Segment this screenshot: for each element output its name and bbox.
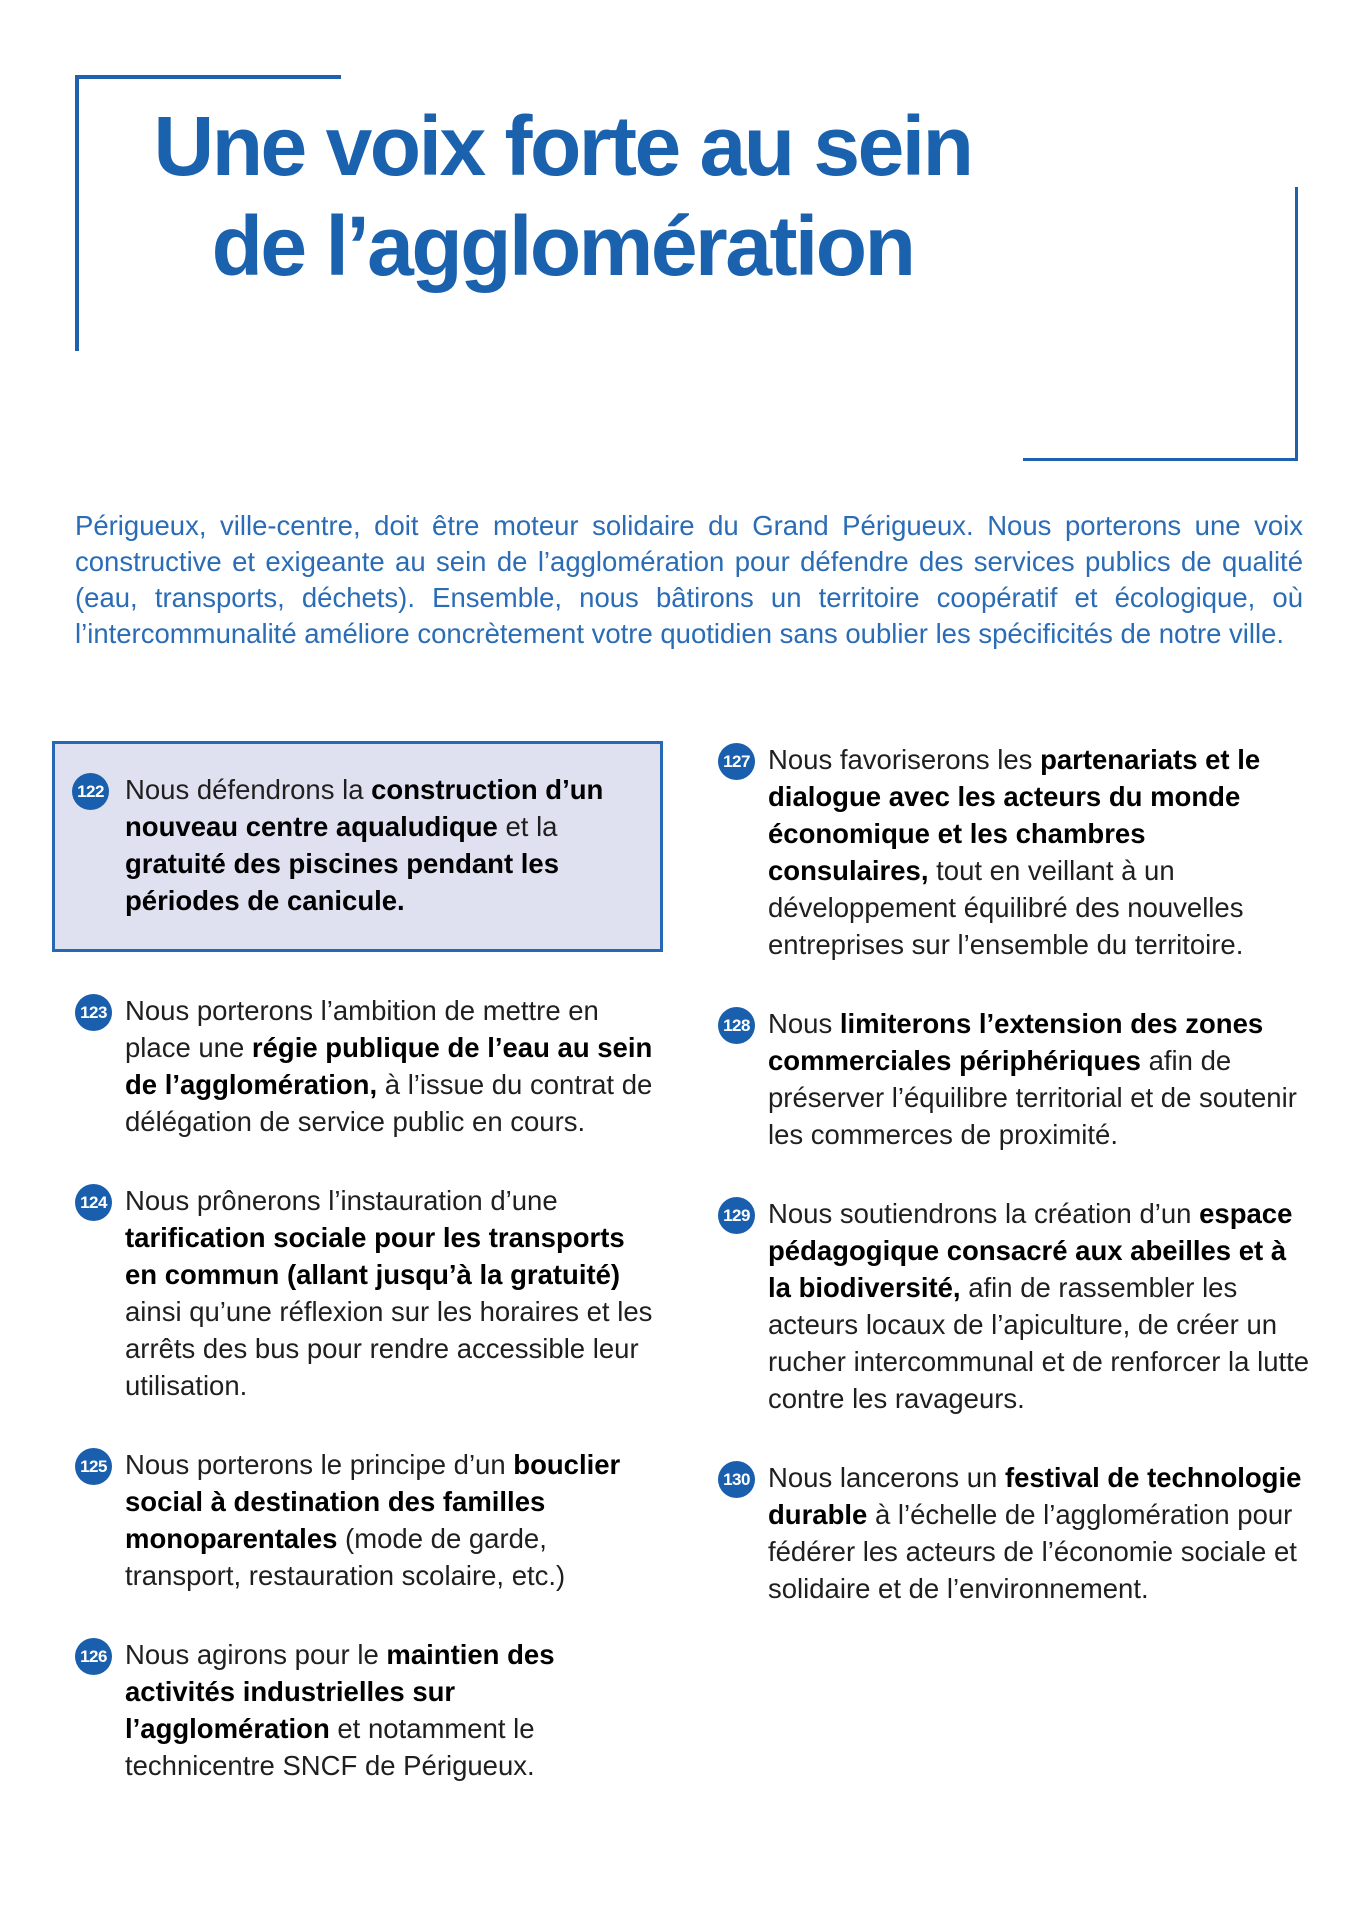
program-item-123 [75, 992, 663, 1140]
item-number-badge: 125 [75, 1448, 112, 1485]
item-number-badge: 129 [718, 1197, 755, 1234]
item-text [125, 1449, 620, 1591]
text-run: Nous soutiendrons la création d’un [768, 1198, 1200, 1229]
text-run: construction d’un nouveau centre aqualudique [125, 774, 604, 842]
text-run: afin de rassembler les acteurs locaux de l’apiculture, de créer un rucher intercommunal et de renforcer la lutte contre les ravageurs. [768, 1272, 1310, 1414]
text-run: festival de technologie durable [768, 1462, 1302, 1530]
text-run: tout en veillant à un développement équilibré des nouvelles entreprises sur l’ensemble du territoire. [768, 855, 1244, 960]
text-run: et notamment le technicentre SNCF de Périgueux. [125, 1713, 535, 1781]
item-number-badge: 127 [718, 743, 755, 780]
program-item-124 [75, 1182, 663, 1404]
text-run: Nous [768, 1008, 840, 1039]
program-item-129 [718, 1195, 1310, 1417]
text-run: afin de préserver l’équilibre territorial et de soutenir les commerces de proximité. [768, 1045, 1297, 1150]
proposals-columns [75, 741, 1310, 1784]
text-run: (mode de garde, transport, restauration scolaire, etc.) [125, 1523, 566, 1591]
text-run: maintien des activités industrielles sur l’agglomération [125, 1639, 555, 1744]
corner-bracket-bottom-right [1023, 187, 1298, 461]
intro-paragraph: Périgueux, ville-centre, doit être moteur solidaire du Grand Périgueux. Nous porterons une voix constructive et exigeante au sein de l’agglomération pour défendre des services publics de qualité (eau, transports, déchets). Ensemble, nous bâtirons un territoire coopératif et écologique, où l’intercommunalité améliore concrètement votre quotidien sans oublier les spécificités de notre ville. [75, 510, 1303, 649]
text-run: espace pédagogique consacré aux abeilles et à la biodiversité, [768, 1198, 1293, 1303]
item-text [125, 995, 652, 1137]
item-text [768, 1008, 1297, 1150]
item-text [125, 1639, 555, 1781]
text-run: Nous porterons le principe d’un [125, 1449, 514, 1480]
text-run: à l’échelle de l’agglomération pour fédérer les acteurs de l’économie sociale et solidaire et de l’environnement. [768, 1499, 1297, 1604]
text-run: Nous porterons l’ambition de mettre en place une [125, 995, 599, 1063]
page-title [75, 96, 1050, 296]
column-right [718, 741, 1310, 1607]
text-run: Nous défendrons la [125, 774, 372, 805]
program-item-122 [52, 741, 663, 952]
page-title-line2: de l’agglomération [211, 199, 914, 293]
text-run: Nous favoriserons les [768, 744, 1041, 775]
item-text [125, 1185, 652, 1401]
text-run: Nous agirons pour le [125, 1639, 387, 1670]
text-run: à l’issue du contrat de délégation de service public en cours. [125, 1069, 653, 1137]
program-item-126 [75, 1636, 663, 1784]
item-number-badge: 124 [75, 1184, 112, 1221]
item-number-badge: 123 [75, 994, 112, 1031]
program-item-127 [718, 741, 1310, 963]
text-run: tarification sociale pour les transports en commun (allant jusqu’à la gratuité) [125, 1222, 625, 1290]
item-text [768, 744, 1260, 960]
program-item-125 [75, 1446, 663, 1594]
text-run: et la [497, 811, 558, 842]
text-run: Nous lancerons un [768, 1462, 1005, 1493]
text-run: partenariats et le dialogue avec les acteurs du monde économique et les chambres consulaires, [768, 744, 1261, 886]
item-text [125, 774, 603, 916]
text-run: Nous prônerons l’instauration d’une [125, 1185, 558, 1216]
text-run: bouclier social à destination des familles monoparentales [125, 1449, 621, 1554]
item-number-badge: 128 [718, 1007, 755, 1044]
text-run: régie publique de l’eau au sein de l’agglomération, [125, 1032, 653, 1100]
item-number-badge: 130 [718, 1461, 755, 1498]
text-run: gratuité des piscines pendant les périodes de canicule. [125, 848, 560, 916]
item-number-badge: 126 [75, 1638, 112, 1675]
text-run: ainsi qu’une réflexion sur les horaires et les arrêts des bus pour rendre accessible leur utilisation. [125, 1296, 653, 1401]
text-run: limiterons l’extension des zones commerciales périphériques [768, 1008, 1264, 1076]
item-text [768, 1462, 1301, 1604]
program-item-130 [718, 1459, 1310, 1607]
column-left [75, 741, 663, 1784]
item-number-badge: 122 [72, 773, 109, 810]
page-title-line1: Une voix forte au sein [153, 99, 972, 193]
item-text [768, 1198, 1309, 1414]
program-item-128 [718, 1005, 1310, 1153]
